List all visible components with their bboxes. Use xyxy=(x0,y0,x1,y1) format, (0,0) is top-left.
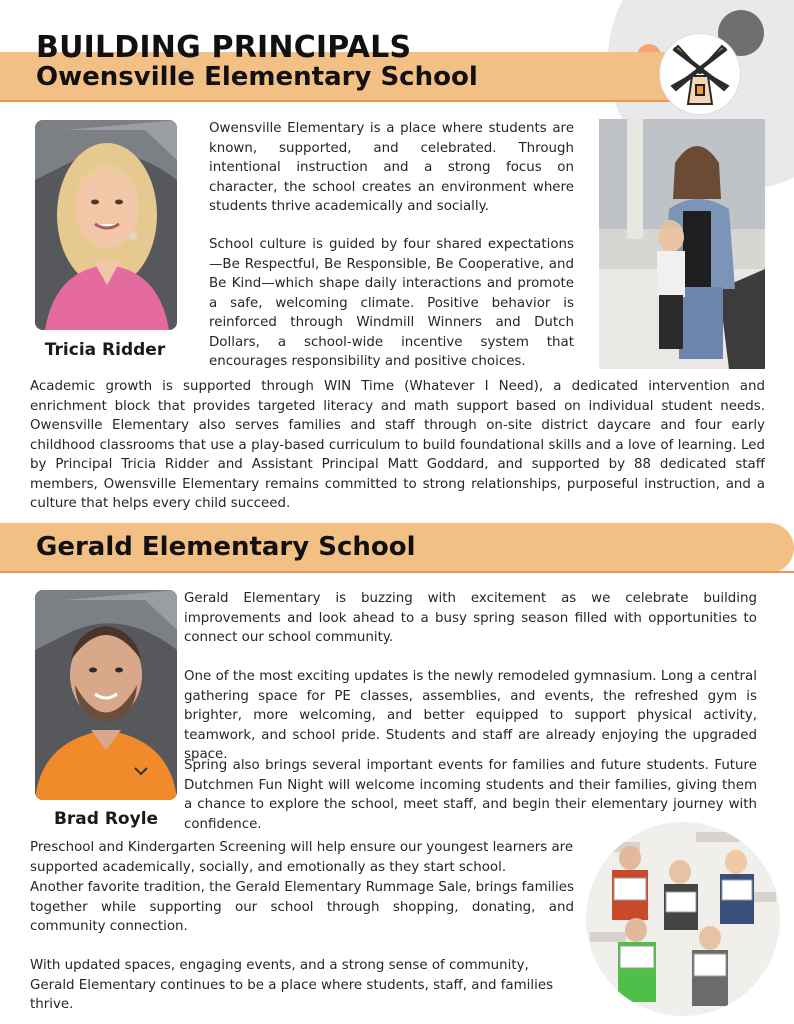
owensville-paragraph-3: Academic growth is supported through WIN Time (Whatever I Need), a dedicated intervention and enrichment block that provides targeted literacy and math support based on individual student needs. Owensville Elementary also serves families and staff through on-site district daycare and four early childhood classrooms that use a play-based curriculum to build foundational skills and a love of learning. Led by Principal Tricia Ridder and Assistant Principal Matt Goddard, and supported by 88 dedicated staff members, Owensville Elementary remains committed to strong relationships, purposeful instruction, and a culture that helps every child succeed. xyxy=(30,379,765,511)
gerald-paragraph-4: Preschool and Kindergarten Screening will help ensure our youngest learners are supported academically, socially, and emotionally as they start school. xyxy=(30,840,574,875)
header-stripe xyxy=(0,100,700,102)
portrait-brad-royle xyxy=(35,590,177,800)
windmill-logo xyxy=(660,34,740,114)
owensville-paragraph-1: Owensville Elementary is a place where students are known, supported, and celebrated. Through intentional instruction and a strong focus on character, the school creates an environment where students thrive academically and socially. xyxy=(209,121,574,214)
gerald-paragraph-2: One of the most exciting updates is the newly remodeled gymnasium. Long a central gathering space for PE classes, assemblies, and events, the refreshed gym is brighter, more welcoming, and better equipped to support physical activity, teamwork, and school pride. Students and staff are already enjoying the upgraded space. xyxy=(184,669,757,762)
portrait-tricia-ridder xyxy=(35,120,177,330)
gerald-paragraph-3: Spring also brings several important events for families and future students. Future Dutchmen Fun Night will welcome incoming students and their families, giving them a chance to explore the school, meet staff, and begin their elementary journey with confidence. xyxy=(184,758,757,832)
gerald-paragraph-6: With updated spaces, engaging events, and a strong sense of community, Gerald Elementary continues to be a place where students, staff, and families thrive. xyxy=(30,958,554,1012)
section-title-gerald: Gerald Elementary School xyxy=(36,532,416,562)
gerald-paragraph-5: Another favorite tradition, the Gerald Elementary Rummage Sale, brings families together while supporting our school through shopping, donating, and community connection. xyxy=(30,880,574,934)
owensville-paragraph-2: School culture is guided by four shared expectations—Be Respectful, Be Responsible, Be Cooperative, and Be Kind—which shape daily interactions and promote a safe, welcoming climate. Positive behavior is reinforced through Windmill Winners and Dutch Dollars, a school-wide incentive system that encourages responsibility and positive choices. xyxy=(209,237,574,369)
principal-name-brad: Brad Royle xyxy=(53,809,159,829)
photo-principal-with-student xyxy=(599,119,765,369)
header-stripe-2 xyxy=(0,571,794,573)
gerald-paragraph-1: Gerald Elementary is buzzing with excitement as we celebrate building improvements and look ahead to a busy spring season filled with opportunities to connect our school community. xyxy=(184,591,757,645)
photo-students-with-certificates xyxy=(586,822,780,1016)
section-title-owensville: Owensville Elementary School xyxy=(36,62,478,92)
principal-name-tricia: Tricia Ridder xyxy=(44,340,166,360)
page-title: BUILDING PRINCIPALS xyxy=(36,30,412,65)
